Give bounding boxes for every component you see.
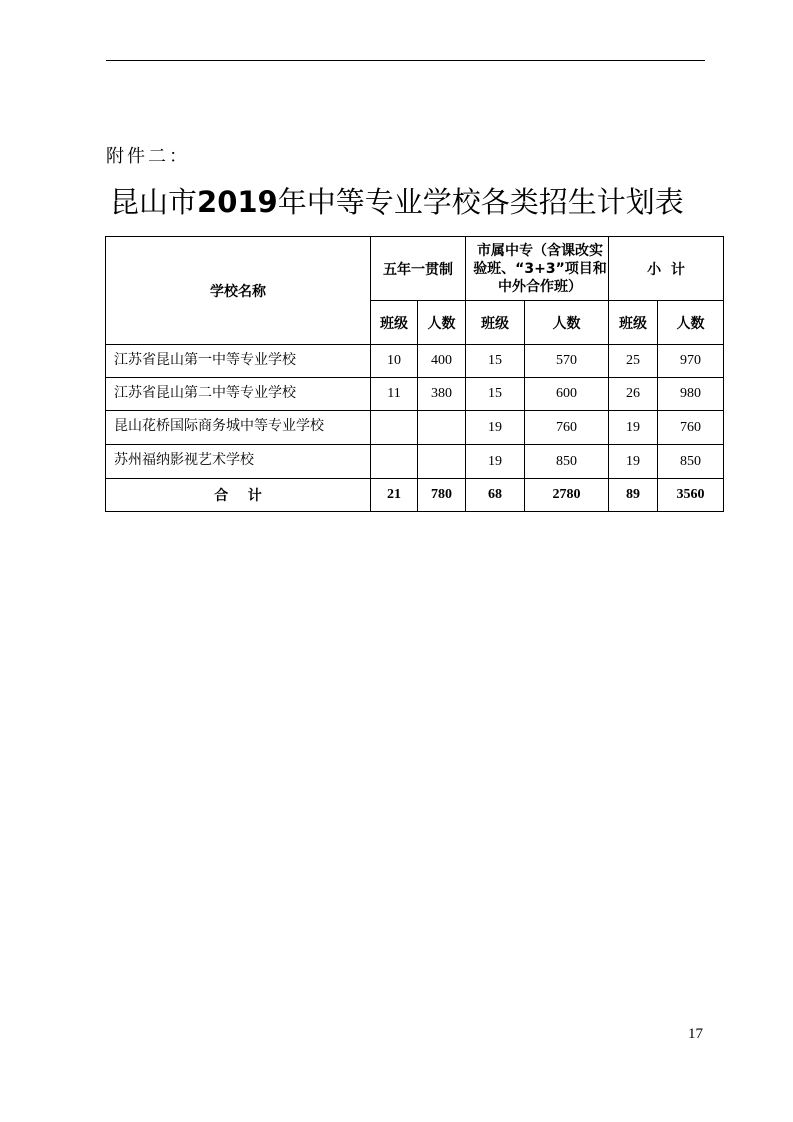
cell-value: 850 [525, 445, 609, 479]
school-name-header: 学校名称 [106, 237, 371, 345]
cell-value [371, 411, 418, 445]
cell-value: 760 [525, 411, 609, 445]
total-row [106, 479, 724, 512]
title-suffix: 年中等专业学校各类招生计划表 [277, 185, 684, 219]
total-value: 68 [466, 479, 525, 512]
sub-header-students: 人数 [658, 301, 724, 345]
cell-value: 19 [609, 411, 658, 445]
cell-value: 760 [658, 411, 724, 445]
cell-value: 970 [658, 345, 724, 378]
cell-value: 980 [658, 378, 724, 411]
school-name: 昆山花桥国际商务城中等专业学校 [106, 411, 371, 445]
page-number: 17 [688, 1026, 703, 1042]
cell-value: 10 [371, 345, 418, 378]
cell-value: 19 [466, 445, 525, 479]
total-value: 21 [371, 479, 418, 512]
school-name: 苏州福纳影视艺术学校 [106, 445, 371, 479]
cell-value [371, 445, 418, 479]
cell-value: 15 [466, 378, 525, 411]
cell-value [418, 445, 466, 479]
sub-header-classes: 班级 [466, 301, 525, 345]
cell-value: 19 [466, 411, 525, 445]
school-name: 江苏省昆山第一中等专业学校 [106, 345, 371, 378]
table-row [106, 445, 724, 479]
cell-value: 26 [609, 378, 658, 411]
total-value: 3560 [658, 479, 724, 512]
cell-value: 850 [658, 445, 724, 479]
cell-value: 11 [371, 378, 418, 411]
cell-value: 19 [609, 445, 658, 479]
cell-value: 400 [418, 345, 466, 378]
table-row [106, 345, 724, 378]
sub-header-students: 人数 [418, 301, 466, 345]
document-title [110, 180, 684, 221]
sub-header-classes: 班级 [371, 301, 418, 345]
attachment-label: 附件二： [106, 146, 190, 167]
group-header-municipal: 市属中专（含课改实验班、“3+3”项目和中外合作班） [466, 237, 609, 301]
table-row [106, 378, 724, 411]
group-header-five-year: 五年一贯制 [371, 237, 466, 301]
cell-value [418, 411, 466, 445]
cell-value: 600 [525, 378, 609, 411]
header-rule [106, 60, 705, 61]
total-label: 合 计 [106, 479, 371, 512]
title-year: 2019 [197, 185, 278, 219]
sub-header-classes: 班级 [609, 301, 658, 345]
group-header-subtotal: 小 计 [609, 237, 724, 301]
total-value: 780 [418, 479, 466, 512]
enrollment-plan-table [105, 236, 724, 512]
cell-value: 15 [466, 345, 525, 378]
sub-header-students: 人数 [525, 301, 609, 345]
cell-value: 570 [525, 345, 609, 378]
title-prefix: 昆山市 [110, 185, 198, 219]
cell-value: 25 [609, 345, 658, 378]
total-value: 2780 [525, 479, 609, 512]
table-row [106, 411, 724, 445]
header-row-1 [106, 237, 724, 301]
total-value: 89 [609, 479, 658, 512]
school-name: 江苏省昆山第二中等专业学校 [106, 378, 371, 411]
cell-value: 380 [418, 378, 466, 411]
